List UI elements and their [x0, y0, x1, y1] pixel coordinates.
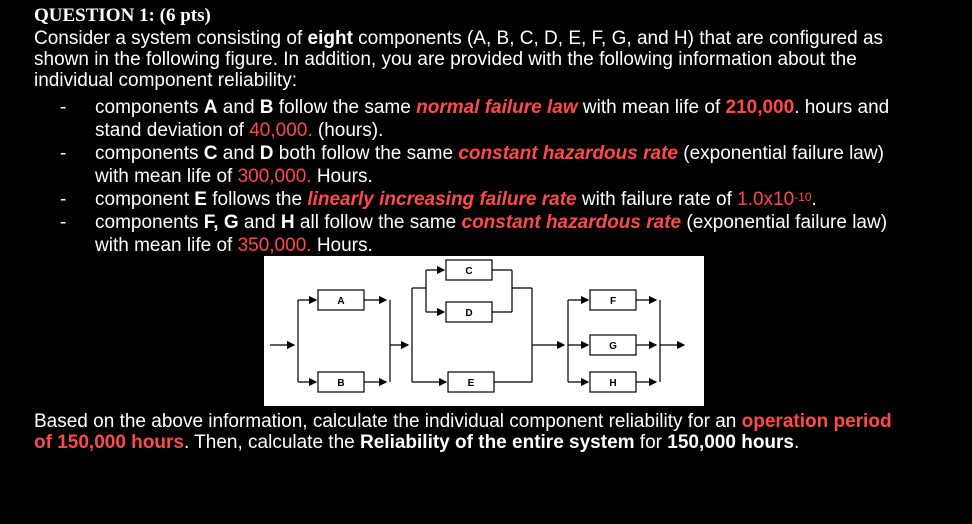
intro-text-2: components (A, B, C, D, E, F, G, and H) that are configured as [352, 28, 884, 49]
system-diagram [264, 256, 704, 406]
operation-period: operation period [741, 411, 892, 432]
text: for [634, 432, 668, 453]
text: . hours and [794, 97, 890, 118]
text: all follow the same [294, 212, 462, 233]
bullet-ab [60, 96, 940, 142]
text: Hours. [311, 235, 373, 256]
label-e: E [467, 378, 475, 389]
text: components [95, 212, 204, 233]
component-fg-label: F, G [203, 212, 239, 233]
text: . [794, 432, 800, 453]
label-f: F [609, 296, 617, 307]
bullet-dash: - [60, 97, 67, 118]
question-title: QUESTION 1: (6 pts) [34, 5, 211, 26]
text: component [95, 189, 195, 210]
mean-life-ab: 210,000 [725, 97, 795, 118]
text: and [217, 143, 260, 164]
text: follow the same [273, 97, 417, 118]
operation-period-hours: of 150,000 hours [34, 432, 184, 453]
bullet-dash: - [60, 189, 67, 210]
std-dev-ab: 40,000. [249, 120, 313, 141]
component-bullets [60, 96, 940, 257]
component-c-label: C [203, 143, 218, 164]
bullet-fgh [60, 211, 940, 257]
mean-life-cd: 300,000. [237, 166, 312, 187]
label-g: G [609, 341, 617, 352]
text: . [811, 189, 817, 210]
text: (exponential failure law) [681, 212, 888, 233]
intro-line-3: individual component reliability: [34, 70, 297, 91]
intro-text: Consider a system consisting of [34, 28, 308, 49]
label-d: D [465, 308, 473, 319]
component-d-label: D [259, 143, 274, 164]
target-hours: 150,000 hours [667, 432, 795, 453]
closing-paragraph [34, 411, 944, 453]
bullet-dash: - [60, 212, 67, 233]
text: with mean life of [577, 97, 726, 118]
intro-paragraph [34, 28, 939, 91]
text: components [95, 143, 204, 164]
text: with mean life of [95, 166, 238, 187]
text: stand deviation of [95, 120, 250, 141]
system-reliability: Reliability of the entire system [360, 432, 635, 453]
label-h: H [609, 378, 617, 389]
text: components [95, 97, 204, 118]
text: (exponential failure law) [677, 143, 884, 164]
component-a-label: A [203, 97, 218, 118]
text: with mean life of [95, 235, 238, 256]
bullet-dash: - [60, 143, 67, 164]
bullet-cd [60, 142, 940, 188]
label-a: A [337, 296, 345, 307]
text: Based on the above information, calculate the individual component reliability for an [34, 411, 742, 432]
law-linear: linearly increasing failure rate [307, 189, 577, 210]
text: (hours). [312, 120, 384, 141]
intro-line-2: shown in the following figure. In addition, you are provided with the following information about the [34, 49, 857, 70]
failure-rate-e: 1.0x10 [737, 189, 795, 210]
label-b: B [337, 378, 345, 389]
law-constant-hazard: constant hazardous rate [458, 143, 678, 164]
failure-rate-exponent: -10 [794, 190, 812, 204]
law-normal: normal failure law [416, 97, 578, 118]
label-c: C [465, 266, 473, 277]
bullet-e [60, 188, 940, 211]
intro-eight: eight [307, 28, 353, 49]
mean-life-fgh: 350,000. [237, 235, 312, 256]
text: . Then, calculate the [183, 432, 360, 453]
text: follows the [206, 189, 308, 210]
component-b-label: B [259, 97, 274, 118]
component-e-label: E [194, 189, 207, 210]
text: and [217, 97, 260, 118]
component-h-label: H [280, 212, 295, 233]
text: and [238, 212, 281, 233]
text: both follow the same [273, 143, 459, 164]
law-constant-hazard: constant hazardous rate [461, 212, 682, 233]
text: Hours. [311, 166, 373, 187]
text: with failure rate of [576, 189, 738, 210]
